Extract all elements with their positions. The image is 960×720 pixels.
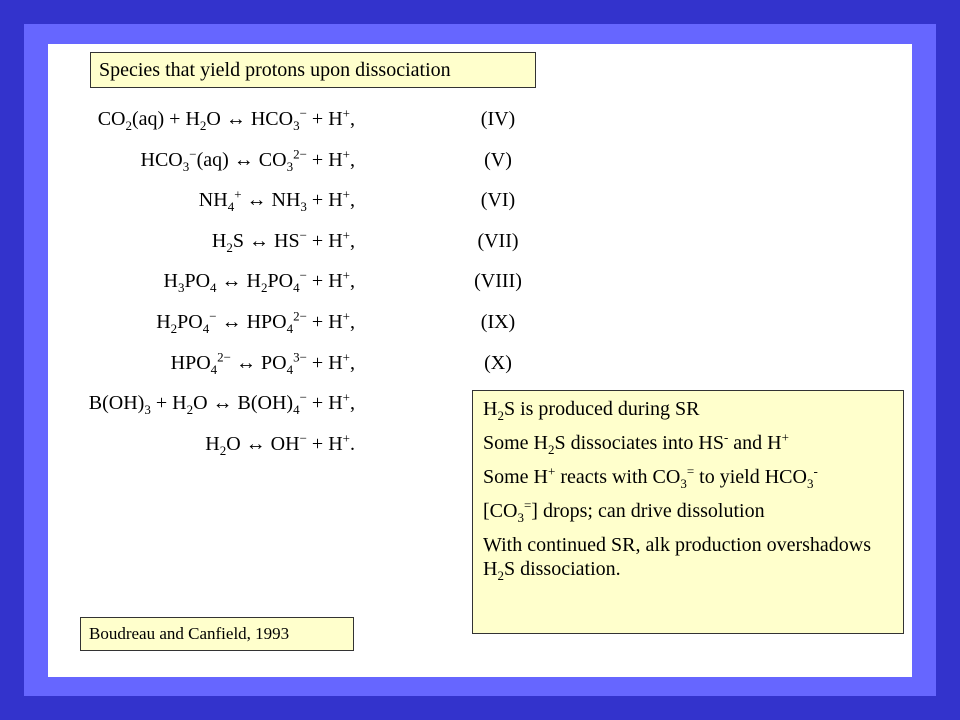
equation-expression: $CO_2(aq) + H_2O$ ↔ $HCO_3^- + H^+$, [97, 105, 355, 133]
equation-number: (VI) [480, 189, 516, 212]
equation-number: (IV) [480, 108, 516, 130]
equation-expression: $HCO_3^-(aq)$ ↔ $CO_3^{2-} + H^+$, [140, 145, 355, 174]
equation-number: (IX) [480, 311, 516, 333]
note-line: Some $H_2S$ dissociates into HS- and H+ [483, 429, 789, 457]
equation-row [0, 430, 500, 473]
equation-row [0, 389, 500, 432]
equation-row [0, 308, 516, 351]
equation-row [0, 145, 512, 189]
equation-row [0, 186, 516, 229]
equation-row [0, 105, 516, 148]
equation-row [0, 267, 522, 310]
equation-expression: $H_2O$ ↔ OH− + H+. [205, 430, 355, 458]
equation-row [0, 227, 519, 270]
citation: Boudreau and Canfield, 1993 [80, 617, 354, 651]
equation-number: (V) [484, 148, 512, 171]
equation-number: (X) [484, 351, 512, 374]
note-line: $[CO_3^=]$ drops; can drive dissolution [483, 497, 765, 525]
notes-box [472, 390, 904, 634]
equation-number: (VII) [477, 229, 519, 252]
equation-expression: $NH_4^+$ ↔ $NH_3 + H^+$, [198, 186, 355, 215]
equation-expression: $B(OH)_3 + H_2O$ ↔ $B(OH)_4^- + H^+$, [88, 389, 355, 418]
slide-title: Species that yield protons upon dissociation [90, 52, 536, 88]
equation-expression: $H_2PO_4^-$ ↔ $HPO_4^{2-} + H^+$, [156, 308, 355, 336]
equation-row [0, 348, 512, 392]
equation-expression: $HPO_4^{2-}$ ↔ $PO_4^{3-} + H^+$, [170, 348, 355, 377]
equation-number: (VIII) [474, 270, 522, 293]
note-line: With continued SR, alk production overshadows $H_2S$ dissociation. [483, 534, 872, 583]
equation-expression: $H_2S$ ↔ HS− + H+, [211, 227, 355, 255]
note-line: Some H+ reacts with $CO_3^=$ to yield $HCO_3^-$ [483, 463, 818, 491]
equation-expression: $H_3PO_4$ ↔ $H_2PO_4^- + H^+$, [163, 267, 355, 296]
note-line: $H_2S$ is produced during SR [483, 398, 700, 423]
